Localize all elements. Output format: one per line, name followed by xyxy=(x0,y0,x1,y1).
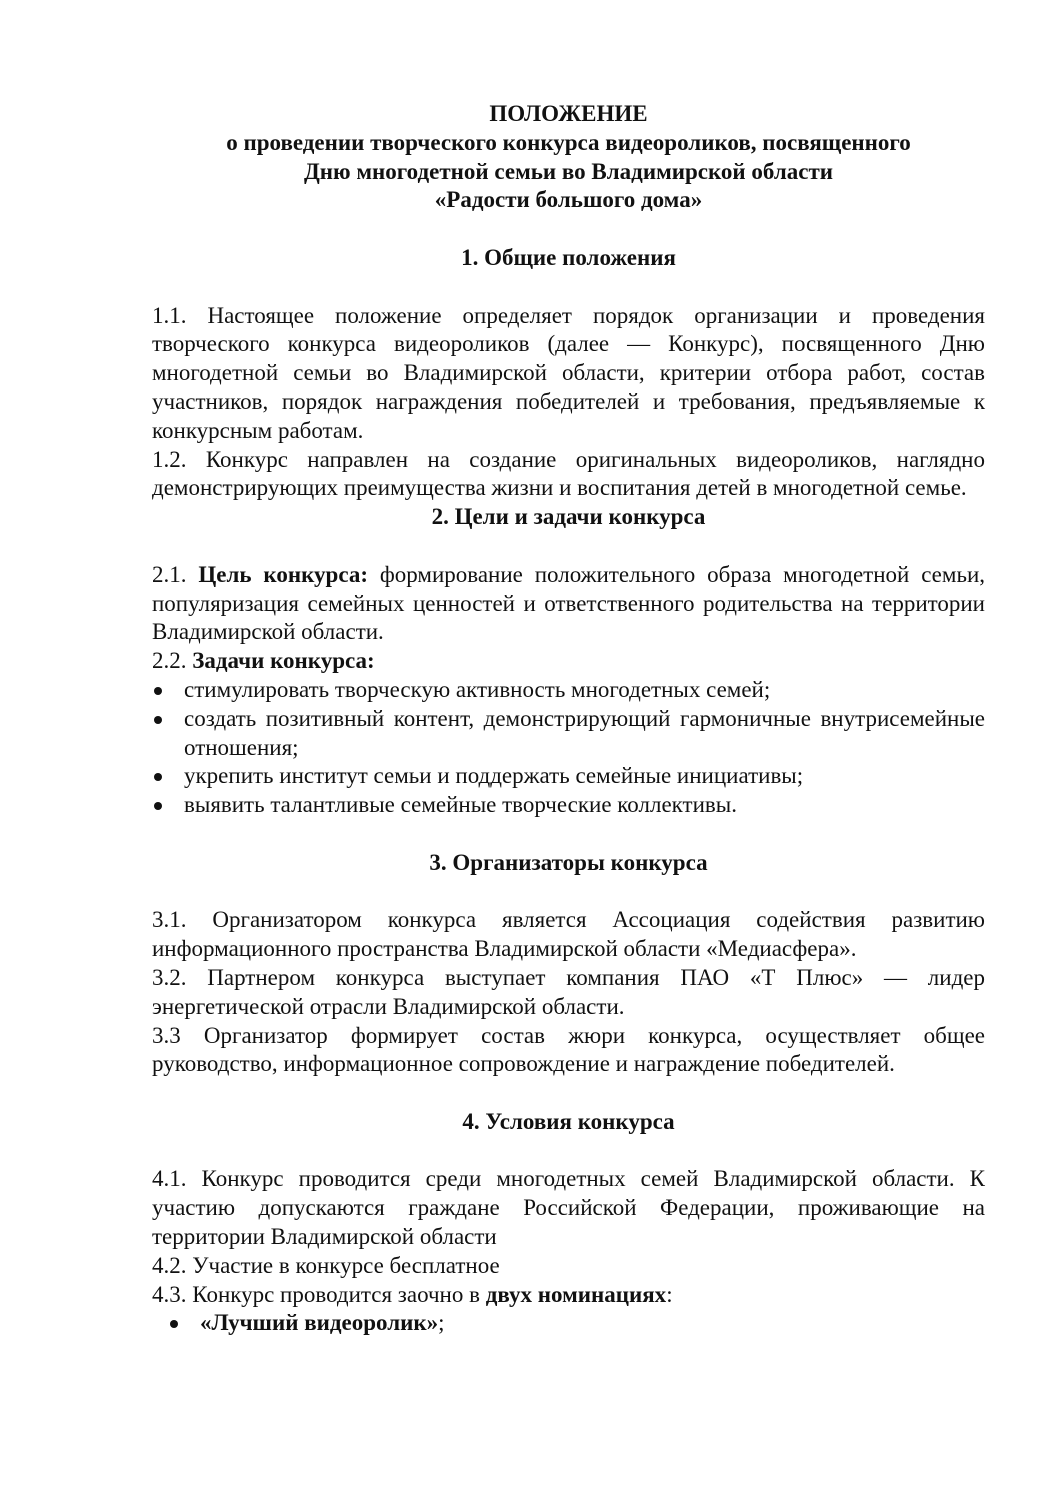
title-line-1: ПОЛОЖЕНИЕ xyxy=(489,101,648,126)
list-item: стимулировать творческую активность многодетных семей; xyxy=(152,676,985,705)
paragraph-4-3-text: 4.3. Конкурс проводится заочно в xyxy=(152,1281,486,1307)
goal-text: формирование положительного образа многодетной семьи, популяризация семейных ценностей и ответственного родительства на территории Владимирской области. xyxy=(152,561,985,645)
document-page xyxy=(152,100,985,1338)
paragraph-4-3 xyxy=(152,1281,985,1310)
section-2-heading: 2. Цели и задачи конкурса xyxy=(431,504,706,530)
section-1-heading: 1. Общие положения xyxy=(461,244,676,270)
nomination-1-end: ; xyxy=(438,1310,445,1336)
nominations-list xyxy=(152,1309,985,1338)
list-item: укрепить институт семьи и поддержать семейные инициативы; xyxy=(152,762,985,791)
paragraph-2-1-number: 2.1. xyxy=(152,561,199,587)
list-item: выявить талантливые семейные творческие коллективы. xyxy=(152,791,985,820)
list-item xyxy=(152,1309,985,1338)
goal-label: Цель конкурса: xyxy=(198,561,368,587)
document-title xyxy=(152,100,985,215)
paragraph-2-2 xyxy=(152,647,985,676)
section-4-heading: 4. Условия конкурса xyxy=(462,1108,675,1134)
nomination-1-title: «Лучший видеоролик» xyxy=(200,1310,439,1336)
paragraph-3-2: 3.2. Партнером конкурса выступает компания ПАО «Т Плюс» — лидер энергетической отрасли Владимирской области. xyxy=(152,964,985,1019)
list-item: создать позитивный контент, демонстрирующий гармоничные внутрисемейные отношения; xyxy=(152,705,985,763)
paragraph-2-1 xyxy=(152,561,985,647)
nominations-emphasis: двух номинациях xyxy=(485,1281,667,1307)
title-line-3: Дню многодетной семьи во Владимирской области xyxy=(303,158,834,184)
title-line-4: «Радости большого дома» xyxy=(434,187,703,213)
tasks-list xyxy=(152,676,985,820)
paragraph-4-2: 4.2. Участие в конкурсе бесплатное xyxy=(152,1252,500,1278)
tasks-label: Задачи конкурса: xyxy=(192,648,375,674)
section-3-heading: 3. Организаторы конкурса xyxy=(429,849,708,875)
paragraph-3-3: 3.3 Организатор формирует состав жюри конкурса, осуществляет общее руководство, информационное сопровождение и награждение победителей. xyxy=(152,1022,985,1077)
paragraph-3-1: 3.1. Организатором конкурса является Ассоциация содействия развитию информационного пространства Владимирской области «Медиасфера». xyxy=(152,907,985,962)
paragraph-4-3-end: : xyxy=(666,1281,673,1307)
title-line-2: о проведении творческого конкурса видеороликов, посвященного xyxy=(226,129,911,155)
paragraph-4-1: 4.1. Конкурс проводится среди многодетных семей Владимирской области. К участию допускаются граждане Российской Федерации, проживающие на территории Владимирской области xyxy=(152,1166,985,1250)
paragraph-1-1: 1.1. Настоящее положение определяет порядок организации и проведения творческого конкурса видеороликов (далее — Конкурс), посвященного Дню многодетной семьи во Владимирской области, критерии отбора работ, состав участников, порядок награждения победителей и требования, предъявляемые к конкурсным работам. xyxy=(152,302,985,443)
paragraph-2-2-number: 2.2. xyxy=(152,648,193,674)
paragraph-1-2: 1.2. Конкурс направлен на создание оригинальных видеороликов, наглядно демонстрирующих преимущества жизни и воспитания детей в многодетной семье. xyxy=(152,446,985,501)
